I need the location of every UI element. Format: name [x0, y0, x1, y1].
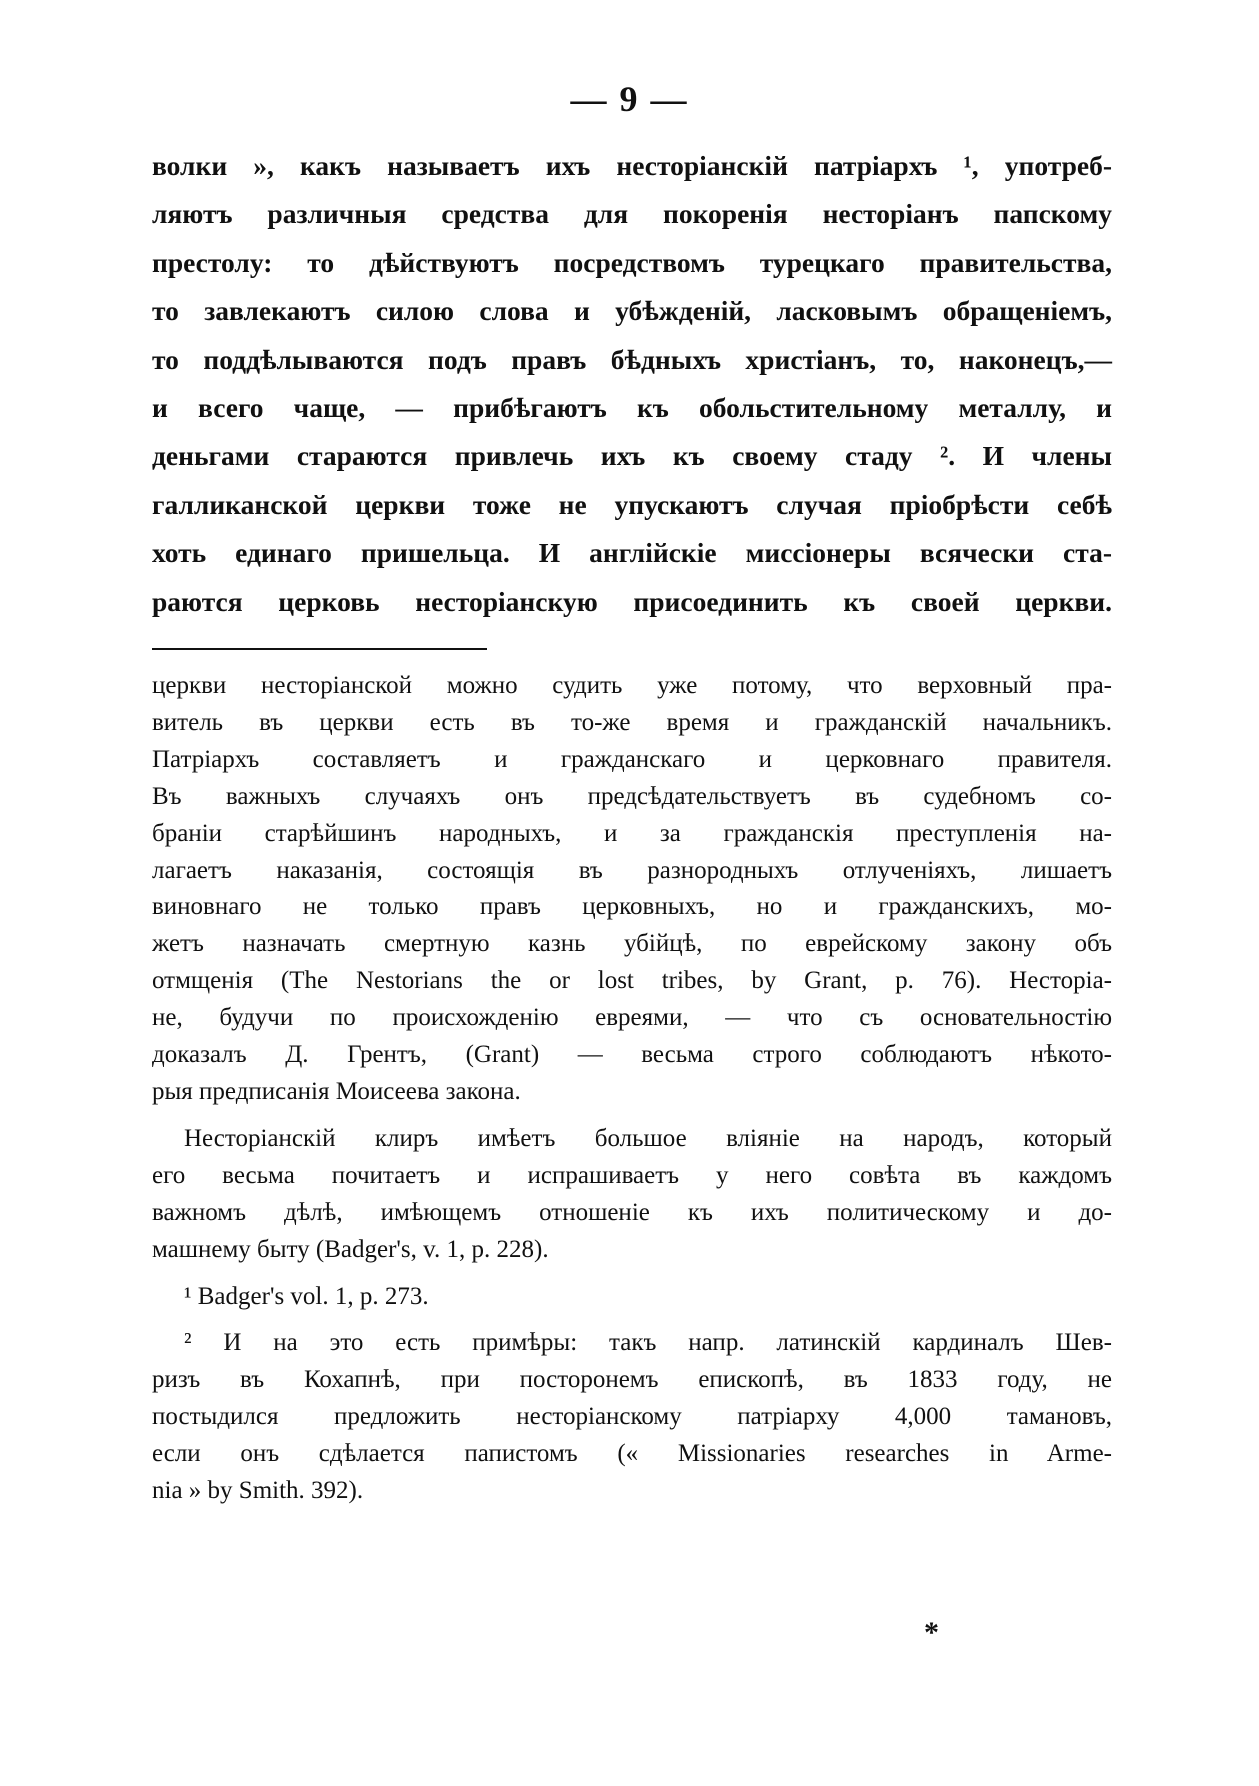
- note-line: Въ важныхъ случаяхъ онъ предсѣдательствуетъ въ судебномъ со-: [152, 782, 1112, 810]
- footnote-line: ² И на это есть примѣры: такъ напр. латинскій кардиналъ Шев-: [184, 1329, 1112, 1357]
- note-line: Несторіанскій клиръ имѣетъ большое вліяніе на народъ, который: [184, 1124, 1112, 1152]
- note-line: не, будучи по происхожденію евреями, — что съ основательностію: [152, 1004, 1112, 1032]
- main-text-line: и всего чаще, — прибѣгаютъ къ обольстительному металлу, и: [152, 392, 1112, 424]
- note-line: церкви несторіанской можно судить уже потому, что верховный пра-: [152, 672, 1112, 699]
- paragraph-gap: [152, 1315, 1112, 1325]
- main-text-block: [152, 142, 1112, 626]
- note-line: браніи старѣйшинъ народныхъ, и за гражданскія преступленія на-: [152, 819, 1112, 847]
- notes-paragraph-1: [152, 668, 1112, 1111]
- note-line: доказалъ Д. Грентъ, (Grant) — весьма строго соблюдаютъ нѣкото-: [152, 1041, 1112, 1069]
- footnote-line: nia » by Smith. 392).: [152, 1477, 364, 1505]
- notes-block: [152, 668, 1112, 1510]
- main-text-line: престолу: то дѣйствуютъ посредствомъ турецкаго правительства,: [152, 246, 1112, 278]
- note-line: витель въ церкви есть въ то-же время и гражданскій начальникъ.: [152, 708, 1112, 736]
- note-line: жетъ назначать смертную казнь убійцѣ, по еврейскому закону объ: [152, 930, 1112, 958]
- page-number: — 9 —: [570, 79, 689, 119]
- note-line: Патріархъ составляетъ и гражданскаго и церковнаго правителя.: [152, 745, 1112, 773]
- main-text-line: ляютъ различныя средства для покоренія несторіанъ папскому: [152, 198, 1112, 230]
- footnote-2: [152, 1325, 1112, 1510]
- main-text-line: деньгами стараются привлечь ихъ къ своему стаду ². И члены: [152, 440, 1112, 472]
- notes-paragraph-2: [152, 1121, 1112, 1269]
- note-line: лагаетъ наказанія, состоящія въ разнородныхъ отлученіяхъ, лишаетъ: [152, 856, 1112, 884]
- footnote-line: ¹ Badger's vol. 1, p. 273.: [184, 1282, 429, 1310]
- note-line: машнему быту (Badger's, v. 1, p. 228).: [152, 1235, 549, 1263]
- note-line: его весьма почитаетъ и испрашиваетъ у него совѣта въ каждомъ: [152, 1161, 1112, 1189]
- footnote-1: [152, 1279, 1112, 1316]
- signature-asterisk: *: [924, 1616, 939, 1649]
- footnote-line: постыдился предложить несторіанскому патріарху 4,000 тамановъ,: [152, 1403, 1112, 1431]
- main-text-line: то поддѣлываются подъ правъ бѣдныхъ христіанъ, то, наконецъ,—: [152, 343, 1112, 375]
- note-line: виновнаго не только правъ церковныхъ, но и гражданскихъ, мо-: [152, 893, 1112, 921]
- main-text-line: хоть единаго пришельца. И англійскіе миссіонеры всячески ста-: [152, 537, 1112, 569]
- main-text-line: галликанской церкви тоже не упускаютъ случая пріобрѣсти себѣ: [152, 488, 1112, 520]
- paragraph-gap: [152, 1269, 1112, 1279]
- footnote-line: если онъ сдѣлается папистомъ (« Missionaries researches in Arme-: [152, 1440, 1112, 1468]
- main-text-line: то завлекаютъ силою слова и убѣжденій, ласковымъ обращеніемъ,: [152, 295, 1112, 327]
- main-text-line: волки », какъ называетъ ихъ несторіанскій патріархъ ¹, употреб-: [152, 150, 1112, 181]
- footnote-divider: [152, 648, 487, 650]
- note-line: отмщенія (The Nestorians the or lost tribes, by Grant, p. 76). Несторіа-: [152, 967, 1112, 995]
- note-line: важномъ дѣлѣ, имѣющемъ отношеніе къ ихъ политическому и до-: [152, 1198, 1112, 1226]
- note-line: рыя предписанія Моисеева закона.: [152, 1077, 521, 1105]
- main-text-line: раются церковь несторіанскую присоединить къ своей церкви.: [152, 585, 1112, 617]
- footnote-line: ризъ въ Кохапнѣ, при посторонемъ епископѣ, въ 1833 году, не: [152, 1366, 1112, 1394]
- paragraph-gap: [152, 1111, 1112, 1121]
